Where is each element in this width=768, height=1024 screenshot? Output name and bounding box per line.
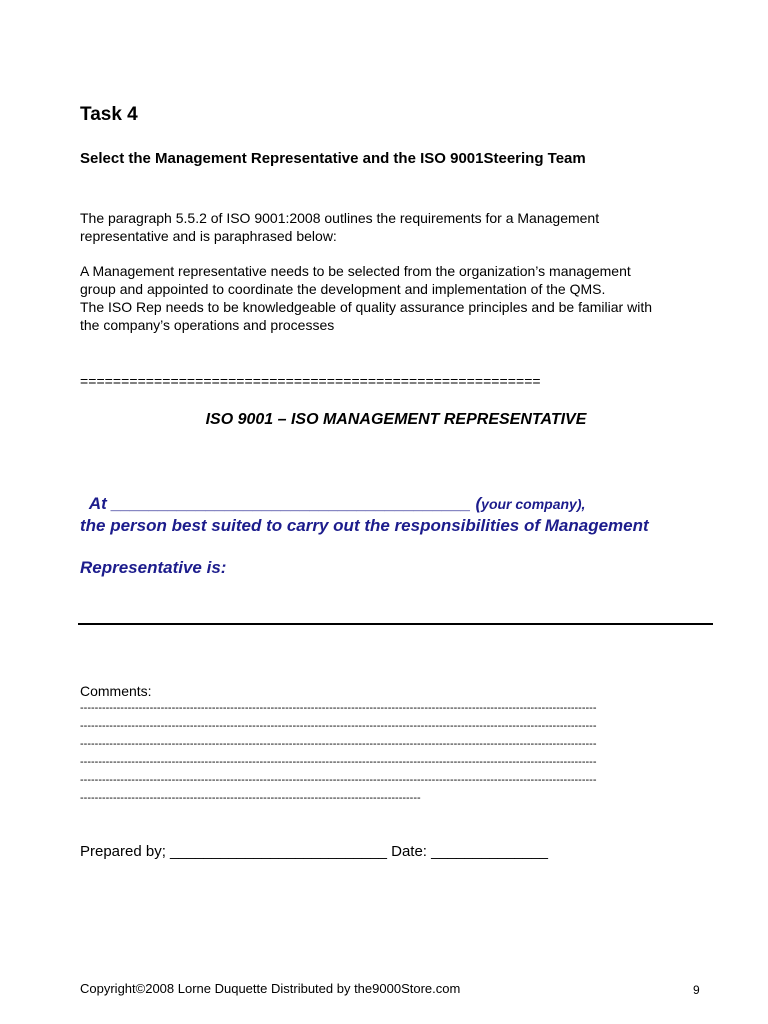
form-heading: ISO 9001 – ISO MANAGEMENT REPRESENTATIVE — [205, 411, 587, 428]
intro-line-2: representative and is paraphrased below: — [80, 228, 337, 244]
prepared-by-date-field[interactable]: Prepared by; __________________________ Date: ______________ — [80, 843, 548, 860]
company-field-label: At ______________________________________ ( — [88, 494, 482, 513]
statement-line-2: Representative is: — [80, 558, 227, 577]
copyright-footer: Copyright©2008 Lorne Duquette Distributed by the9000Store.com — [80, 981, 461, 996]
section-subtitle: Select the Management Representative and the ISO 9001Steering Team — [80, 150, 586, 167]
comments-label: Comments: — [80, 683, 152, 699]
comment-line-2[interactable]: --------------------------------------------------------------------------------------------------------------------------------------------- — [80, 720, 597, 732]
body-line-3: The ISO Rep needs to be knowledgeable of quality assurance principles and be familiar with — [80, 299, 652, 315]
intro-line-1: The paragraph 5.5.2 of ISO 9001:2008 outlines the requirements for a Management — [80, 210, 600, 226]
comment-line-5[interactable]: --------------------------------------------------------------------------------------------------------------------------------------------- — [80, 774, 597, 786]
body-line-4: the company’s operations and processes — [80, 317, 335, 333]
company-field-hint: your company), — [481, 496, 586, 512]
task-title: Task 4 — [80, 104, 138, 125]
company-field[interactable] — [80, 474, 585, 514]
statement-line-1: the person best suited to carry out the responsibilities of Management — [80, 516, 649, 535]
comment-line-6[interactable]: --------------------------------------------------------------------------------------------- — [80, 792, 421, 804]
comment-line-3[interactable]: --------------------------------------------------------------------------------------------------------------------------------------------- — [80, 738, 597, 750]
comment-line-4[interactable]: --------------------------------------------------------------------------------------------------------------------------------------------- — [80, 756, 597, 768]
page-number: 9 — [693, 983, 700, 997]
body-line-1: A Management representative needs to be selected from the organization’s management — [80, 263, 631, 279]
separator-line: ======================================================== — [80, 373, 541, 389]
representative-answer-line[interactable] — [78, 623, 713, 625]
comment-line-1[interactable]: --------------------------------------------------------------------------------------------------------------------------------------------- — [80, 702, 597, 714]
body-line-2: group and appointed to coordinate the development and implementation of the QMS. — [80, 281, 606, 297]
